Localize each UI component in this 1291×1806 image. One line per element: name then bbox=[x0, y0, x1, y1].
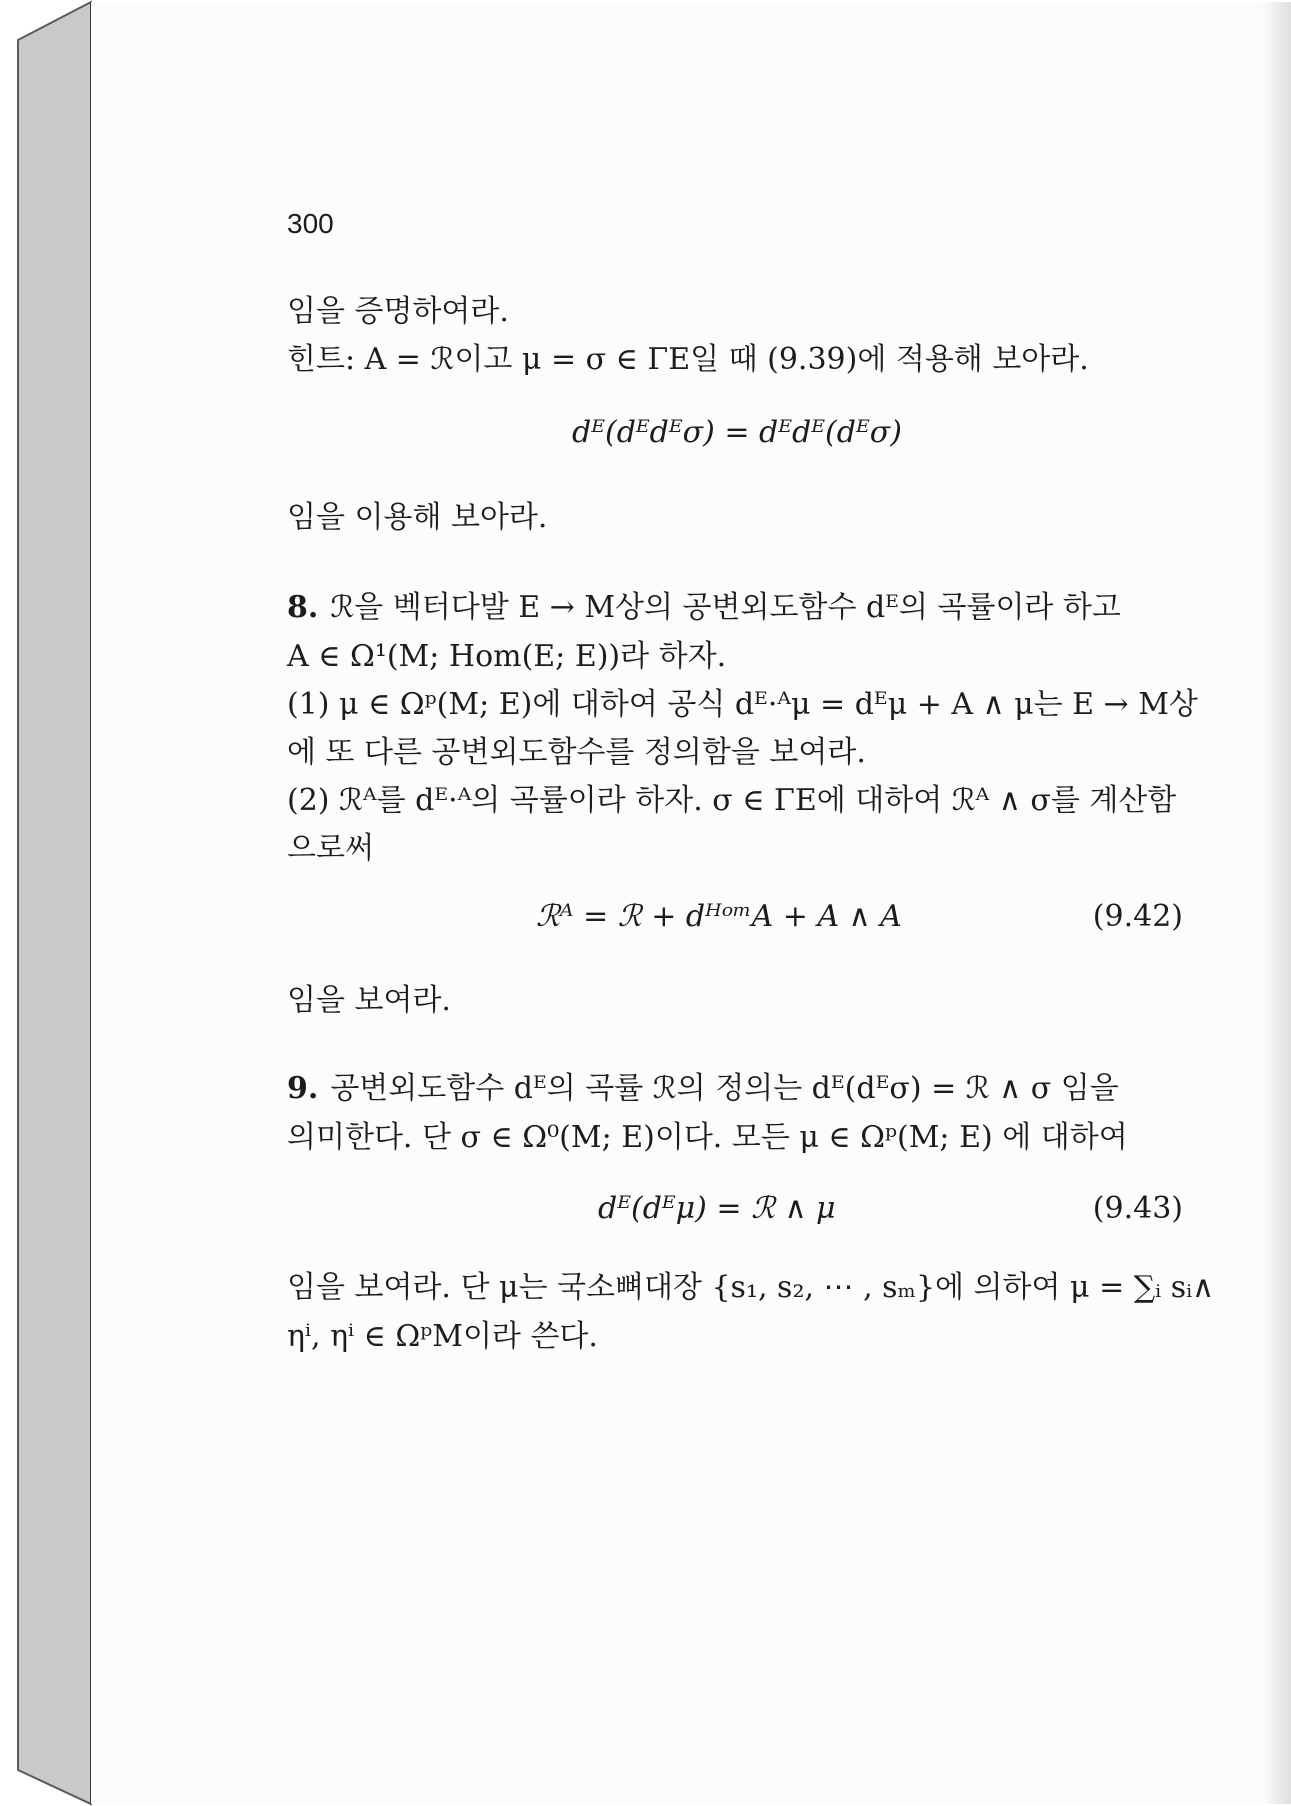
problem-number: 8. bbox=[287, 590, 319, 625]
text-line: 에 또 다른 공변외도함수를 정의함을 보여라. bbox=[287, 735, 866, 770]
text-line: (2) ℛᴬ를 dᴱ·ᴬ의 곡률이라 하자. σ ∈ ΓE에 대하여 ℛᴬ ∧ σ를 계산함 bbox=[287, 783, 1177, 818]
text-line: 의미한다. 단 σ ∈ Ω⁰(M; E)이다. 모든 μ ∈ Ωᵖ(M; E) 에 대하여 bbox=[287, 1120, 1128, 1155]
equation: dᴱ(dᴱμ) = ℛ ∧ μ bbox=[598, 1191, 836, 1226]
text-line: 힌트: A = ℛ이고 μ = σ ∈ ΓE일 때 (9.39)에 적용해 보아라. bbox=[287, 342, 1089, 377]
equation-number: (9.42) bbox=[1092, 899, 1183, 934]
text-line: 으로써 bbox=[287, 831, 374, 866]
text-span: ℛ을 벡터다발 E → M상의 공변외도함수 dᴱ의 곡률이라 하고 bbox=[330, 590, 1121, 625]
text-span: 공변외도함수 dᴱ의 곡률 ℛ의 정의는 dᴱ(dᴱσ) = ℛ ∧ σ 임을 bbox=[330, 1071, 1119, 1106]
equation: dᴱ(dᴱdᴱσ) = dᴱdᴱ(dᴱσ) bbox=[572, 415, 902, 450]
equation-number: (9.43) bbox=[1092, 1191, 1183, 1226]
page-shade bbox=[1261, 2, 1291, 1804]
text-line: 임을 보여라. bbox=[287, 983, 451, 1018]
equation: ℛᴬ = ℛ + dᴴᵒᵐA + A ∧ A bbox=[536, 899, 902, 934]
page-number: 300 bbox=[287, 208, 334, 239]
text-line: 임을 증명하여라. bbox=[287, 294, 509, 329]
problem-number: 9. bbox=[287, 1071, 319, 1106]
text-line: (1) μ ∈ Ωᵖ(M; E)에 대하여 공식 dᴱ·ᴬμ = dᴱμ + A ∧ μ는 E → M상 bbox=[287, 687, 1198, 722]
text-line: A ∈ Ω¹(M; Hom(E; E))라 하자. bbox=[287, 639, 727, 674]
problem-8-line bbox=[287, 588, 1121, 628]
text-line: ηⁱ, ηⁱ ∈ ΩᵖM이라 쓴다. bbox=[287, 1319, 598, 1354]
text-line: 임을 보여라. 단 μ는 국소뼈대장 {s₁, s₂, ⋯ , sₘ}에 의하여 μ = ∑ᵢ sᵢ∧ bbox=[287, 1270, 1215, 1305]
problem-9-line bbox=[287, 1069, 1119, 1109]
text-line: 임을 이용해 보아라. bbox=[287, 500, 548, 535]
